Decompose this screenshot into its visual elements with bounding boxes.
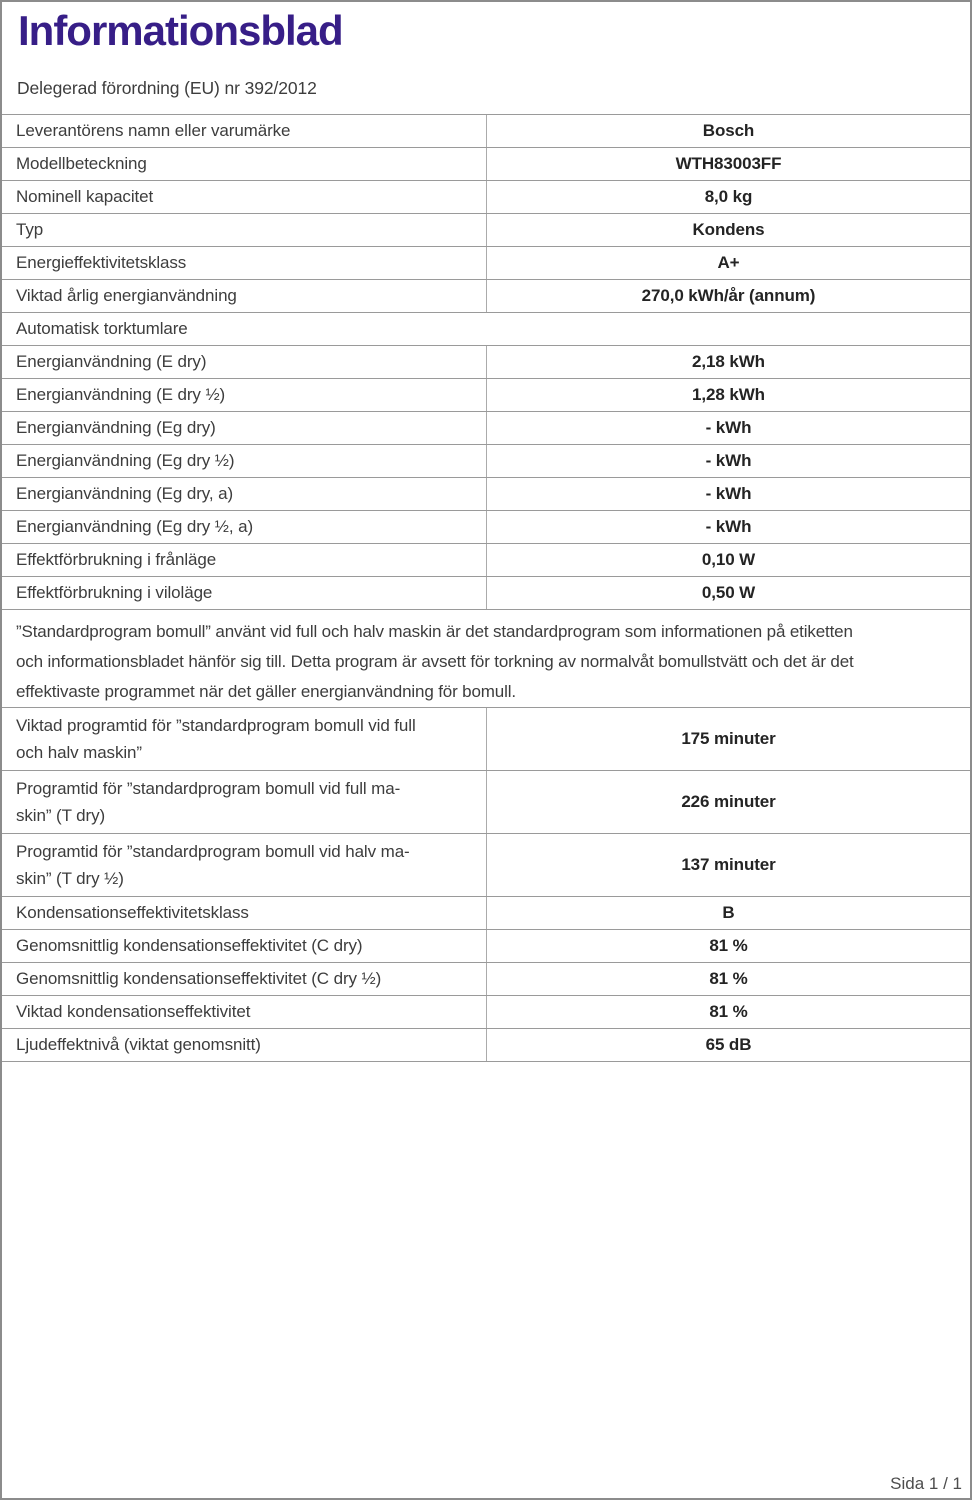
row-label: Viktad programtid för ”standardprogram bomull vid full och halv maskin” bbox=[16, 716, 416, 762]
table-row bbox=[2, 963, 970, 996]
page-footer: Sida 1 / 1 bbox=[890, 1474, 962, 1493]
row-value: 65 dB bbox=[486, 1029, 970, 1061]
row-label: Effektförbrukning i frånläge bbox=[16, 550, 217, 569]
row-value: B bbox=[486, 897, 970, 929]
table-row bbox=[2, 115, 970, 148]
table-row bbox=[2, 771, 970, 834]
note-line: ”Standardprogram bomull” använt vid full och halv maskin är det standardprogram som informationen på etiketten bbox=[16, 622, 853, 641]
row-label: Viktad kondensationseffektivitet bbox=[16, 1002, 251, 1021]
row-label: Energianvändning (E dry ½) bbox=[16, 385, 226, 404]
row-label: Energianvändning (Eg dry ½) bbox=[16, 451, 235, 470]
table-row bbox=[2, 478, 970, 511]
row-value: - kWh bbox=[486, 478, 970, 510]
regulation-subtitle: Delegerad förordning (EU) nr 392/2012 bbox=[17, 78, 317, 98]
row-value: Kondens bbox=[486, 214, 970, 246]
table-row bbox=[2, 996, 970, 1029]
row-label: Genomsnittlig kondensationseffektivitet (C dry) bbox=[16, 936, 363, 955]
row-value: - kWh bbox=[486, 511, 970, 543]
table-row bbox=[2, 412, 970, 445]
row-label: Genomsnittlig kondensationseffektivitet (C dry ½) bbox=[16, 969, 382, 988]
table-row bbox=[2, 214, 970, 247]
table-row bbox=[2, 708, 970, 771]
table-row bbox=[2, 346, 970, 379]
row-value: 270,0 kWh/år (annum) bbox=[486, 280, 970, 312]
table-row bbox=[2, 511, 970, 544]
row-value: 1,28 kWh bbox=[486, 379, 970, 411]
table-row bbox=[2, 445, 970, 478]
row-value: - kWh bbox=[486, 445, 970, 477]
note-line: effektivaste programmet när det gäller energianvändning för bomull. bbox=[16, 682, 516, 701]
table-row bbox=[2, 544, 970, 577]
row-label: Energianvändning (Eg dry ½, a) bbox=[16, 517, 254, 536]
row-label: Viktad årlig energianvändning bbox=[16, 286, 237, 305]
section-label: Automatisk torktumlare bbox=[16, 319, 188, 338]
table-row bbox=[2, 148, 970, 181]
row-value: Bosch bbox=[486, 115, 970, 147]
row-label: Effektförbrukning i viloläge bbox=[16, 583, 213, 602]
row-value: 81 % bbox=[486, 996, 970, 1028]
row-label: Energianvändning (Eg dry, a) bbox=[16, 484, 234, 503]
table-row bbox=[2, 897, 970, 930]
row-label: Leverantörens namn eller varumärke bbox=[16, 121, 291, 140]
row-label: Energieffektivitetsklass bbox=[16, 253, 187, 272]
row-value: 0,10 W bbox=[486, 544, 970, 576]
row-label: Energianvändning (E dry) bbox=[16, 352, 207, 371]
table-row bbox=[2, 379, 970, 412]
table-row bbox=[2, 247, 970, 280]
row-label: Typ bbox=[16, 220, 44, 239]
table-row bbox=[2, 1029, 970, 1062]
row-value: 137 minuter bbox=[486, 834, 970, 896]
row-label: Ljudeffektnivå (viktat genomsnitt) bbox=[16, 1035, 261, 1054]
row-value: 0,50 W bbox=[486, 577, 970, 609]
spec-table bbox=[2, 114, 970, 1062]
row-label: Nominell kapacitet bbox=[16, 187, 154, 206]
row-value: 81 % bbox=[486, 963, 970, 995]
row-label: Programtid för ”standardprogram bomull vid halv ma- skin” (T dry ½) bbox=[16, 842, 410, 888]
table-row bbox=[2, 181, 970, 214]
standard-program-note bbox=[2, 610, 970, 708]
row-value: 226 minuter bbox=[486, 771, 970, 833]
table-row bbox=[2, 930, 970, 963]
table-row bbox=[2, 577, 970, 610]
row-value: WTH83003FF bbox=[486, 148, 970, 180]
row-label: Programtid för ”standardprogram bomull vid full ma- skin” (T dry) bbox=[16, 779, 401, 825]
note-line: och informationsbladet hänför sig till. Detta program är avsett för torkning av normalvåt bomullstvätt och det är det bbox=[16, 652, 854, 671]
row-value: A+ bbox=[486, 247, 970, 279]
row-value: 8,0 kg bbox=[486, 181, 970, 213]
row-value: 2,18 kWh bbox=[486, 346, 970, 378]
row-value: 175 minuter bbox=[486, 708, 970, 770]
row-label: Kondensationseffektivitetsklass bbox=[16, 903, 249, 922]
row-label: Modellbeteckning bbox=[16, 154, 147, 173]
page-title: Informationsblad bbox=[18, 7, 343, 54]
row-value: 81 % bbox=[486, 930, 970, 962]
table-row bbox=[2, 280, 970, 313]
row-label: Energianvändning (Eg dry) bbox=[16, 418, 216, 437]
table-section-row bbox=[2, 313, 970, 346]
row-value: - kWh bbox=[486, 412, 970, 444]
table-row bbox=[2, 834, 970, 897]
